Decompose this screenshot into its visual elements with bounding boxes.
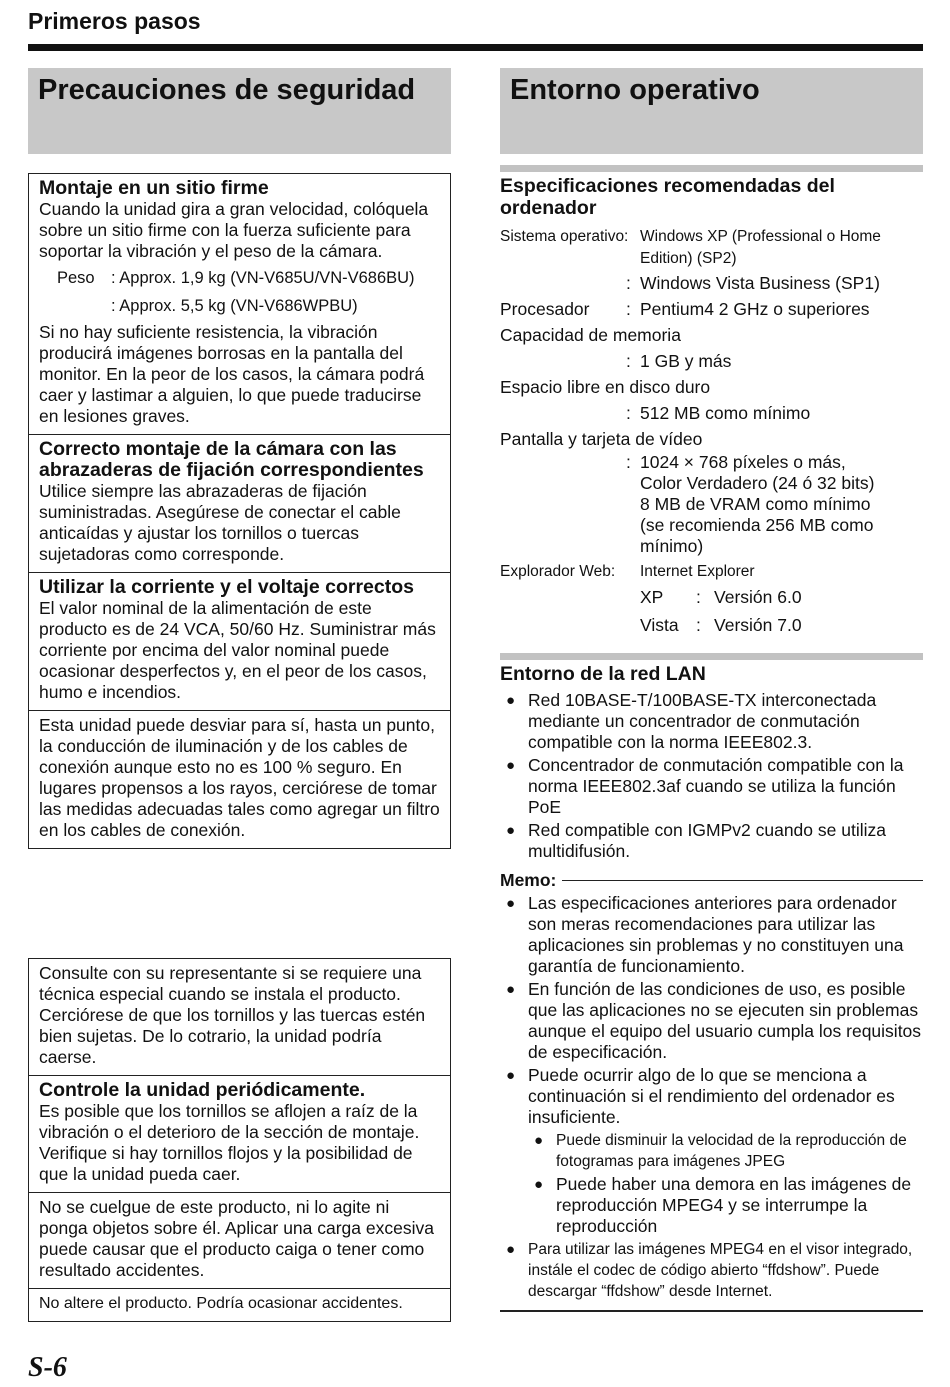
- display-label-row: [500, 426, 923, 452]
- mem-value: 1 GB y más: [640, 351, 732, 371]
- memo-list: [500, 893, 923, 1304]
- display-value-3: 8 MB de VRAM como mínimo: [640, 494, 871, 514]
- periodic-check-text: Es posible que los tornillos se aflojen a raíz de la vibración o el deterioro de la sección de montaje. Verifique si hay tornillos flojos y la posibilidad de que la unidad pueda caer.: [39, 1101, 420, 1184]
- display-value-5: mínimo): [640, 536, 704, 556]
- os-label: Sistema operativo:: [500, 228, 629, 245]
- weight-value-2: : Approx. 5,5 kg (VN-V686WPBU): [111, 297, 358, 315]
- disk-row: [500, 400, 923, 426]
- mem-colon: :: [626, 351, 631, 371]
- memo-item: ● Puede ocurrir algo de lo que se menciona a continuación si el rendimiento del ordenador es insuficiente.: [500, 1065, 923, 1128]
- os-row: [500, 226, 923, 248]
- periodic-check-section: [29, 1076, 450, 1193]
- browser-label: Explorador Web:: [500, 563, 616, 580]
- cpu-row: [500, 296, 923, 322]
- weight-value-1: : Approx. 1,9 kg (VN-V685U/VN-V686BU): [111, 269, 415, 287]
- alter-text: No altere el producto. Podría ocasionar accidentes.: [39, 1295, 403, 1312]
- specs-heading: Especificaciones recomendadas del ordenador: [500, 175, 835, 219]
- firm-mount-heading: Montaje en un sitio firme: [39, 177, 269, 199]
- bracket-mount-text: Utilice siempre las abrazaderas de fijación suministradas. Asegúrese de conectar el cable anticaídas y ajustar los tornillos o tuercas sujetadoras como corresponde.: [39, 481, 401, 564]
- lan-rule: [500, 653, 923, 660]
- os-value-1b: Edition) (SP2): [640, 250, 737, 267]
- environment-title-box: [500, 68, 923, 154]
- power-heading: Utilizar la corriente y el voltaje correctos: [39, 576, 414, 598]
- vista-value: Versión 7.0: [714, 615, 802, 635]
- mem-label: Capacidad de memoria: [500, 325, 681, 345]
- lan-item: ● Concentrador de conmutación compatible con la norma IEEE802.3af cuando se utiliza la función PoE: [500, 755, 923, 818]
- firm-mount-text-2: Si no hay suficiente resistencia, la vibración producirá imágenes borrosas en la pantalla del monitor. En la peor de los casos, la cámara podrá caer y lastimar a alguien, lo que puede traducirse en lesiones graves.: [39, 322, 425, 426]
- disk-label-row: [500, 374, 923, 400]
- section-header: Primeros pasos: [28, 8, 201, 34]
- alter-section: [29, 1289, 450, 1321]
- specs-list: [500, 226, 923, 639]
- xp-colon: :: [696, 587, 701, 607]
- display-row: [500, 452, 923, 557]
- vista-row: [500, 611, 923, 639]
- display-value-2: Color Verdadero (24 ó 32 bits): [640, 473, 875, 493]
- lan-list: [500, 690, 923, 864]
- memo-label: Memo:: [500, 870, 557, 890]
- memo-sub-item: ● Puede haber una demora en las imágenes de reproducción MPEG4 y se interrumpe la reproducción: [528, 1174, 923, 1237]
- os-value-1: Windows XP (Professional o Home: [640, 228, 881, 245]
- os-row-b: [500, 248, 923, 270]
- lightning-text: Esta unidad puede desviar para sí, hasta un punto, la conducción de iluminación y de los cables de conexión aunque esto no es 100 % seguro. En lugares propensos a los rayos, cerciórese de tomar las medidas adecuadas tales como agregar un filtro en los cables de conexión.: [39, 715, 440, 840]
- display-value-4: (se recomienda 256 MB como: [640, 515, 874, 535]
- right-bottom-rule: [500, 1310, 923, 1312]
- cpu-colon: :: [626, 299, 631, 319]
- environment-title: Entorno operativo: [510, 74, 760, 106]
- memo-header: [500, 870, 923, 891]
- memo-item: ● En función de las condiciones de uso, es posible que las aplicaciones no se ejecuten sin problemas aunque el equipo del usuario cumpla los requisitos de especificación.: [500, 979, 923, 1063]
- os-value-2: Windows Vista Business (SP1): [640, 273, 880, 293]
- safety-box-1: [28, 173, 451, 849]
- weight-spec: [57, 264, 440, 320]
- page-number: S-6: [28, 1352, 67, 1383]
- install-text: Consulte con su representante si se requiere una técnica especial cuando se instala el producto. Cerciórese de que los tornillos y las tuercas estén bien sujetas. De lo cotrario, la unidad podría caerse.: [39, 963, 426, 1067]
- xp-row: [500, 583, 923, 611]
- memo-item-last: ● Para utilizar las imágenes MPEG4 en el visor integrado, instále el codec de código abierto “ffdshow”. Puede descargar “ffdshow” desde Internet.: [500, 1239, 923, 1302]
- mem-row: [500, 348, 923, 374]
- display-colon: :: [626, 452, 631, 472]
- safety-box-2: [28, 958, 451, 1322]
- install-section: [29, 959, 450, 1076]
- power-section: [29, 573, 450, 711]
- os-row-2: [500, 270, 923, 296]
- memo-sub-item: ● Puede disminuir la velocidad de la reproducción de fotogramas para imágenes JPEG: [528, 1130, 923, 1172]
- specs-rule: [500, 165, 923, 172]
- safety-title-box: [28, 68, 451, 154]
- vista-label: Vista: [640, 615, 679, 635]
- bracket-mount-heading: Correcto montaje de la cámara con las abrazaderas de fijación correspondientes: [39, 438, 424, 481]
- disk-label: Espacio libre en disco duro: [500, 377, 711, 397]
- os-colon: :: [626, 273, 631, 293]
- cpu-value: Pentium4 2 GHz o superiores: [640, 299, 870, 319]
- memo-item: ● Las especificaciones anteriores para ordenador son meras recomendaciones para utilizar las aplicaciones sin problemas y no constituyen una garantía de funcionamiento.: [500, 893, 923, 977]
- firm-mount-section: [29, 174, 450, 435]
- disk-value: 512 MB como mínimo: [640, 403, 811, 423]
- memo-rule: [562, 880, 923, 882]
- hang-text: No se cuelgue de este producto, ni lo agite ni ponga objetos sobre él. Aplicar una carga excesiva puede causar que el producto caiga o tener como resultado accidentes.: [39, 1197, 434, 1280]
- browser-value: Internet Explorer: [640, 563, 755, 580]
- header-rule: [28, 44, 923, 51]
- power-text: El valor nominal de la alimentación de este producto es de 24 VCA, 50/60 Hz. Suministrar más corriente por encima del valor nominal puede ocasionar desperfectos y, en el peor de los casos, humo e incendios.: [39, 598, 436, 702]
- lightning-section: [29, 711, 450, 848]
- browser-row: [500, 561, 923, 583]
- mem-label-row: [500, 322, 923, 348]
- weight-label: Peso: [57, 269, 95, 287]
- xp-label: XP: [640, 587, 664, 607]
- lan-item: ● Red 10BASE-T/100BASE-TX interconectada mediante un concentrador de conmutación compatible con la norma IEEE802.3.: [500, 690, 923, 753]
- bracket-mount-section: [29, 435, 450, 573]
- xp-value: Versión 6.0: [714, 587, 802, 607]
- vista-colon: :: [696, 615, 701, 635]
- disk-colon: :: [626, 403, 631, 423]
- lan-heading: Entorno de la red LAN: [500, 663, 706, 685]
- cpu-label: Procesador: [500, 299, 590, 319]
- safety-title: Precauciones de seguridad: [38, 74, 416, 106]
- lan-item: ● Red compatible con IGMPv2 cuando se utiliza multidifusión.: [500, 820, 923, 862]
- display-value-1: 1024 × 768 píxeles o más,: [640, 452, 846, 472]
- display-label: Pantalla y tarjeta de vídeo: [500, 429, 703, 449]
- firm-mount-text: Cuando la unidad gira a gran velocidad, colóquela sobre un sitio firme con la fuerza suficiente para soportar la vibración y el peso de la cámara.: [39, 199, 429, 261]
- hang-section: [29, 1193, 450, 1289]
- periodic-check-heading: Controle la unidad periódicamente.: [39, 1079, 366, 1101]
